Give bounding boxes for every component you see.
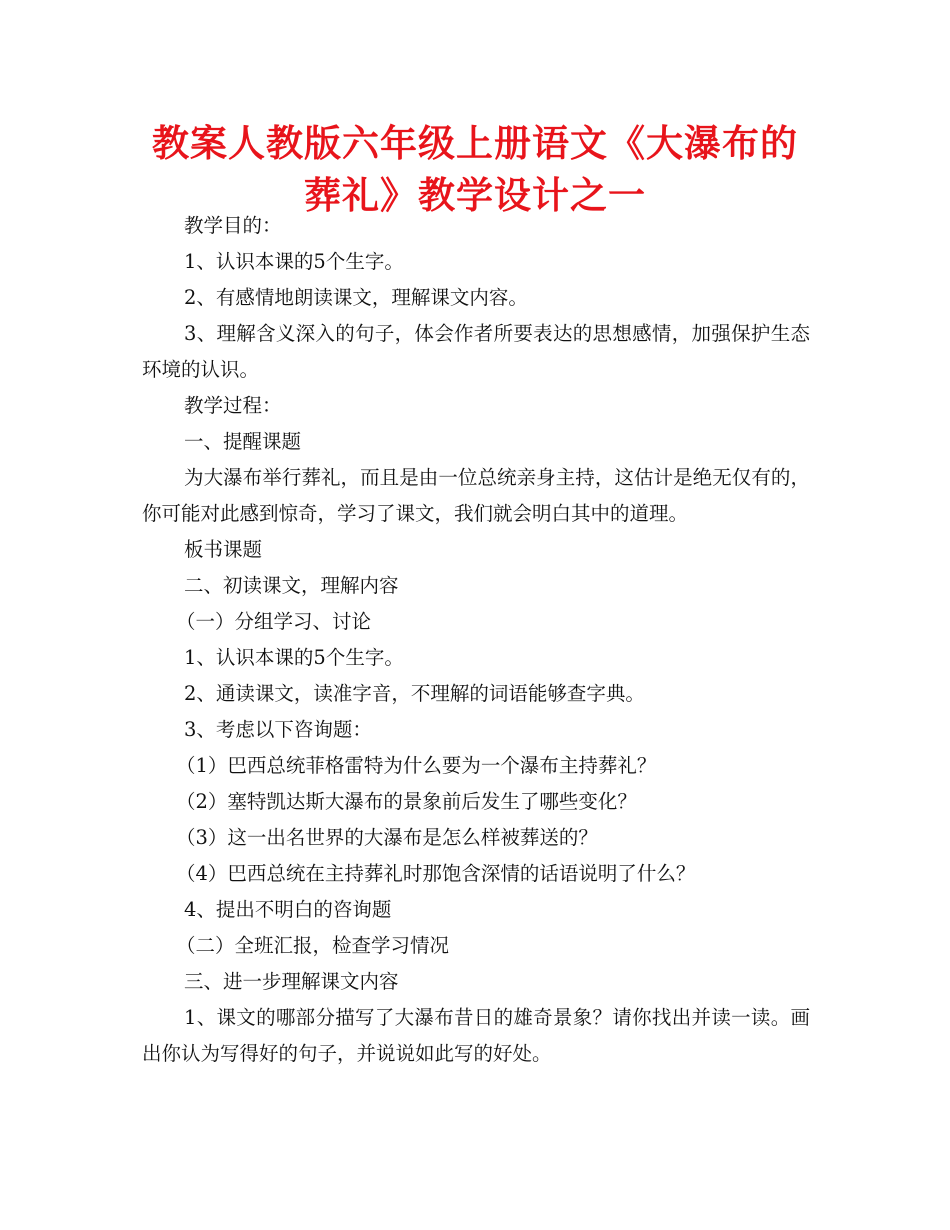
document-body	[142, 208, 810, 1072]
section-heading-objectives: 教学目的：	[184, 214, 282, 237]
question-item: （4）巴西总统在主持葬礼时那饱含深情的话语说明了什么？	[176, 862, 696, 885]
list-item: 1、认识本课的5个生字。	[184, 646, 404, 669]
sub-heading: （二）全班汇报，检查学习情况	[176, 934, 450, 957]
objective-item: 1、认识本课的5个生字。	[184, 250, 404, 273]
step-heading: 三、进一步理解课文内容	[184, 970, 399, 993]
question-item: （3）这一出名世界的大瀑布是怎么样被葬送的？	[176, 826, 598, 849]
body-paragraph: 板书课题	[184, 538, 263, 561]
objective-item: 3、理解含义深入的句子，体会作者所要表达的思想感情，加强保护生态环境的认识。	[142, 322, 810, 381]
body-paragraph: 为大瀑布举行葬礼，而且是由一位总统亲身主持，这估计是绝无仅有的，你可能对此感到惊奇，学习了课文，我们就会明白其中的道理。	[142, 466, 810, 525]
step-heading: 一、提醒课题	[184, 430, 302, 453]
body-paragraph: 1、课文的哪部分描写了大瀑布昔日的雄奇景象？请你找出并读一读。画出你认为写得好的句子，并说说如此写的好处。	[142, 1006, 810, 1065]
list-item: 2、通读课文，读准字音，不理解的词语能够查字典。	[184, 682, 645, 705]
document-title: 教案人教版六年级上册语文《大瀑布的葬礼》教学设计之一	[152, 122, 798, 217]
question-item: （2）塞特凯达斯大瀑布的景象前后发生了哪些变化？	[176, 790, 637, 813]
question-item: （1）巴西总统菲格雷特为什么要为一个瀑布主持葬礼？	[176, 754, 657, 777]
step-heading: 二、初读课文，理解内容	[184, 574, 399, 597]
objective-item: 2、有感情地朗读课文，理解课文内容。	[184, 286, 528, 309]
list-item: 3、考虑以下咨询题：	[184, 718, 372, 741]
section-heading-process: 教学过程：	[184, 394, 282, 417]
sub-heading: （一）分组学习、讨论	[176, 610, 372, 633]
list-item: 4、提出不明白的咨询题	[184, 898, 392, 921]
